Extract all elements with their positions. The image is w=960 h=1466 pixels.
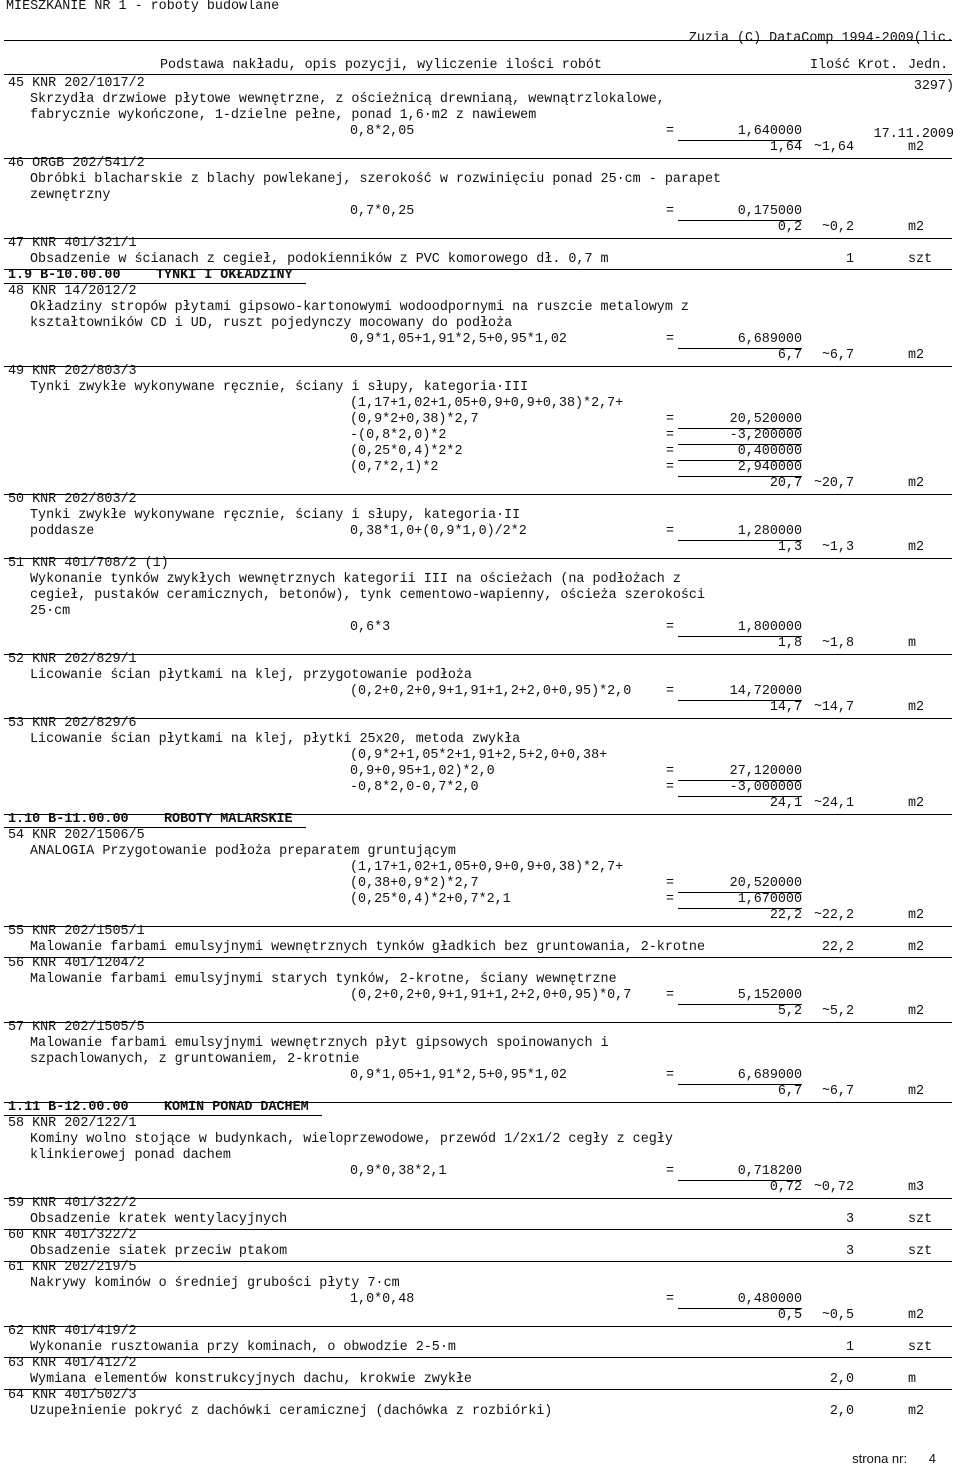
equals-sign: = <box>666 1068 675 1083</box>
item-code: 50 KNR 202/803/2 <box>8 492 137 507</box>
page-number-value: 4 <box>928 1451 936 1466</box>
calculation-formula: 0,9+0,95+1,02)*2,0 <box>350 764 495 779</box>
item-unit: m2 <box>908 140 925 155</box>
item-code: 58 KNR 202/122/1 <box>8 1116 137 1131</box>
software-line-1: Zuzia (C) DataComp 1994-2009(lic. <box>688 31 954 46</box>
item-rounded-quantity: ~24,1 <box>813 796 854 811</box>
item-unit: m2 <box>908 348 925 363</box>
item-code: 48 KNR 14/2012/2 <box>8 284 137 299</box>
item-quantity: 24,1 <box>769 796 802 811</box>
item-quantity: 6,7 <box>777 348 802 363</box>
calculation-value: 27,120000 <box>729 764 802 779</box>
item-divider <box>4 1022 952 1023</box>
calculation-formula: (0,9*2+1,05*2+1,91+2,5+2,0+0,38+ <box>350 748 608 763</box>
calculation-formula: (0,9*2+0,38)*2,7 <box>350 412 479 427</box>
equals-sign: = <box>666 1164 675 1179</box>
item-rounded-quantity: ~6,7 <box>821 1084 854 1099</box>
calculation-formula: (0,38+0,9*2)*2,7 <box>350 876 479 891</box>
item-quantity: 1 <box>845 252 854 267</box>
item-code: 57 KNR 202/1505/5 <box>8 1020 145 1035</box>
item-divider <box>4 158 952 159</box>
item-description: zewnętrzny <box>30 188 111 203</box>
item-description: Wymiana elementów konstrukcyjnych dachu, krokwie zwykłe <box>30 1372 472 1387</box>
item-code: 45 KNR 202/1017/2 <box>8 76 145 91</box>
item-description: Malowanie farbami emulsyjnymi starych tynków, 2-krotne, ściany wewnętrzne <box>30 972 617 987</box>
item-rounded-quantity: ~1,8 <box>821 636 854 651</box>
item-description: Obsadzenie kratek wentylacyjnych <box>30 1212 288 1227</box>
calculation-value: 0,480000 <box>737 1292 802 1307</box>
item-unit: m2 <box>908 796 925 811</box>
calculation-value: 0,718200 <box>737 1164 802 1179</box>
section-title: KOMIN PONAD DACHEM <box>164 1100 309 1115</box>
calculation-value: 14,720000 <box>729 684 802 699</box>
item-divider <box>4 1229 952 1230</box>
item-unit: m2 <box>908 1004 925 1019</box>
item-quantity: 1,64 <box>769 140 802 155</box>
calculation-formula: 0,9*1,05+1,91*2,5+0,95*1,02 <box>350 332 567 347</box>
item-code: 47 KNR 401/321/1 <box>8 236 137 251</box>
item-divider <box>4 814 952 815</box>
item-code: 64 KNR 401/502/3 <box>8 1388 137 1403</box>
item-rounded-quantity: ~6,7 <box>821 348 854 363</box>
item-rounded-quantity: ~1,64 <box>813 140 854 155</box>
item-quantity: 2,0 <box>829 1372 854 1387</box>
item-divider <box>4 1102 952 1103</box>
item-unit: szt <box>908 1244 933 1259</box>
item-code: 46 ORGB 202/541/2 <box>8 156 145 171</box>
calculation-value: 5,152000 <box>737 988 802 1003</box>
item-unit: m2 <box>908 700 925 715</box>
item-divider <box>4 654 952 655</box>
page-number-label: strona nr: <box>852 1451 908 1466</box>
equals-sign: = <box>666 124 675 139</box>
item-quantity: 1,8 <box>777 636 802 651</box>
calculation-formula: -0,8*2,0-0,7*2,0 <box>350 780 479 795</box>
equals-sign: = <box>666 332 675 347</box>
item-code: 53 KNR 202/829/6 <box>8 716 137 731</box>
item-unit: m2 <box>908 540 925 555</box>
item-description: szpachlowanych, z gruntowaniem, 2-krotnie <box>30 1052 360 1067</box>
item-description: Licowanie ścian płytkami na klej, przygotowanie podłoża <box>30 668 472 683</box>
equals-sign: = <box>666 460 675 475</box>
item-description: Nakrywy kominów o średniej grubości płyty 7·cm <box>30 1276 400 1291</box>
equals-sign: = <box>666 764 675 779</box>
calculation-formula: -(0,8*2,0)*2 <box>350 428 447 443</box>
item-quantity: 5,2 <box>777 1004 802 1019</box>
equals-sign: = <box>666 620 675 635</box>
calculation-value: 0,400000 <box>737 444 802 459</box>
equals-sign: = <box>666 444 675 459</box>
calculation-value: 1,670000 <box>737 892 802 907</box>
item-unit: m3 <box>908 1180 925 1195</box>
item-description: Kominy wolno stojące w budynkach, wieloprzewodowe, przewód 1/2x1/2 cegły z cegły <box>30 1132 673 1147</box>
calculation-value: 20,520000 <box>729 876 802 891</box>
item-code: 63 KNR 401/412/2 <box>8 1356 137 1371</box>
calculation-formula: 0,7*0,25 <box>350 204 415 219</box>
item-divider <box>4 1389 952 1390</box>
item-description: Okładziny stropów płytami gipsowo-kartonowymi wodoodpornymi na ruszcie metalowym z <box>30 300 689 315</box>
item-rounded-quantity: ~22,2 <box>813 908 854 923</box>
item-divider <box>4 718 952 719</box>
item-divider <box>4 366 952 367</box>
item-code: 49 KNR 202/803/3 <box>8 364 137 379</box>
calculation-formula: (1,17+1,02+1,05+0,9+0,9+0,38)*2,7+ <box>350 860 624 875</box>
item-divider <box>4 1261 952 1262</box>
equals-sign: = <box>666 1292 675 1307</box>
section-title: TYNKI I OKŁADZINY <box>156 268 293 283</box>
item-code: 60 KNR 401/322/2 <box>8 1228 137 1243</box>
column-quantity: Ilość <box>810 58 851 73</box>
item-code: 52 KNR 202/829/1 <box>8 652 137 667</box>
item-description: Obróbki blacharskie z blachy powlekanej, szerokość w rozwinięciu ponad 25·cm - parapet <box>30 172 722 187</box>
header-divider <box>4 40 952 41</box>
item-description: Malowanie farbami emulsyjnymi wewnętrznych tynków gładkich bez gruntowania, 2-krotne <box>30 940 705 955</box>
item-divider <box>4 494 952 495</box>
item-unit: m2 <box>908 1084 925 1099</box>
equals-sign: = <box>666 780 675 795</box>
item-description: klinkierowej ponad dachem <box>30 1148 231 1163</box>
calculation-value: 1,280000 <box>737 524 802 539</box>
item-unit: m2 <box>908 1404 925 1419</box>
item-divider <box>4 926 952 927</box>
section-code: 1.10 B-11.00.00 <box>8 812 129 827</box>
item-unit: m2 <box>908 1308 925 1323</box>
calculation-value: -3,200000 <box>729 428 802 443</box>
calculation-label: poddasze <box>30 524 95 539</box>
section-code: 1.9 B-10.00.00 <box>8 268 121 283</box>
calculation-value: -3,000000 <box>729 780 802 795</box>
calculation-formula: 0,38*1,0+(0,9*1,0)/2*2 <box>350 524 527 539</box>
item-rounded-quantity: ~0,5 <box>821 1308 854 1323</box>
equals-sign: = <box>666 684 675 699</box>
item-description: Malowanie farbami emulsyjnymi wewnętrznych płyt gipsowych spoinowanych i <box>30 1036 609 1051</box>
equals-sign: = <box>666 524 675 539</box>
item-code: 56 KNR 401/1204/2 <box>8 956 145 971</box>
item-quantity: 0,5 <box>777 1308 802 1323</box>
item-quantity: 22,2 <box>821 940 854 955</box>
item-unit: m2 <box>908 220 925 235</box>
item-description: Obsadzenie siatek przeciw ptakom <box>30 1244 288 1259</box>
item-description: Tynki zwykłe wykonywane ręcznie, ściany i słupy, kategoria·II <box>30 508 521 523</box>
equals-sign: = <box>666 988 675 1003</box>
calculation-formula: 0,8*2,05 <box>350 124 415 139</box>
item-divider <box>4 1198 952 1199</box>
column-multiplier: Krot. <box>858 58 899 73</box>
item-divider <box>4 1357 952 1358</box>
equals-sign: = <box>666 204 675 219</box>
item-unit: m <box>908 1372 917 1387</box>
item-rounded-quantity: ~20,7 <box>813 476 854 491</box>
item-quantity: 0,2 <box>777 220 802 235</box>
section-title: ROBOTY MALARSKIE <box>164 812 293 827</box>
calculation-value: 20,520000 <box>729 412 802 427</box>
calculation-value: 1,800000 <box>737 620 802 635</box>
item-quantity: 20,7 <box>769 476 802 491</box>
item-quantity: 6,7 <box>777 1084 802 1099</box>
calculation-formula: (0,2+0,2+0,9+1,91+1,2+2,0+0,95)*0,7 <box>350 988 632 1003</box>
item-description: Wykonanie tynków zwykłych wewnętrznych kategorii III na ościeżach (na podłożach z <box>30 572 681 587</box>
calculation-value: 6,689000 <box>737 1068 802 1083</box>
calculation-formula: 0,9*1,05+1,91*2,5+0,95*1,02 <box>350 1068 567 1083</box>
section-code: 1.11 B-12.00.00 <box>8 1100 129 1115</box>
item-description: Skrzydła drzwiowe płytowe wewnętrzne, z ościeżnicą drewnianą, wewnątrzlokalowe, <box>30 92 665 107</box>
item-description: fabrycznie wykończone, 1-dzielne pełne, ponad 1,6·m2 z nawiewem <box>30 108 537 123</box>
item-code: 55 KNR 202/1505/1 <box>8 924 145 939</box>
item-rounded-quantity: ~14,7 <box>813 700 854 715</box>
calculation-formula: (0,7*2,1)*2 <box>350 460 439 475</box>
item-quantity: 0,72 <box>769 1180 802 1195</box>
item-rounded-quantity: ~5,2 <box>821 1004 854 1019</box>
page-number <box>852 1451 936 1466</box>
item-code: 62 KNR 401/419/2 <box>8 1324 137 1339</box>
item-divider <box>4 269 952 270</box>
item-description: Tynki zwykłe wykonywane ręcznie, ściany i słupy, kategoria·III <box>30 380 529 395</box>
item-divider <box>4 1326 952 1327</box>
column-divider <box>4 74 952 75</box>
calculation-formula: 1,0*0,48 <box>350 1292 415 1307</box>
equals-sign: = <box>666 412 675 427</box>
calculation-formula: 0,6*3 <box>350 620 391 635</box>
item-quantity: 1,3 <box>777 540 802 555</box>
calculation-value: 0,175000 <box>737 204 802 219</box>
item-unit: m2 <box>908 940 925 955</box>
calculation-value: 2,940000 <box>737 460 802 475</box>
item-description: 25·cm <box>30 604 71 619</box>
item-unit: m2 <box>908 908 925 923</box>
calculation-value: 1,640000 <box>737 124 802 139</box>
item-rounded-quantity: ~1,3 <box>821 540 854 555</box>
item-unit: szt <box>908 252 933 267</box>
equals-sign: = <box>666 428 675 443</box>
item-quantity: 14,7 <box>769 700 802 715</box>
calculation-formula: (0,2+0,2+0,9+1,91+1,2+2,0+0,95)*2,0 <box>350 684 632 699</box>
item-code: 51 KNR 401/708/2 (1) <box>8 556 169 571</box>
column-description: Podstawa nakładu, opis pozycji, wyliczenie ilości robót <box>160 58 602 73</box>
print-date: 17.11.2009 <box>873 127 954 142</box>
calculation-formula: 0,9*0,38*2,1 <box>350 1164 447 1179</box>
item-divider <box>4 238 952 239</box>
equals-sign: = <box>666 892 675 907</box>
item-unit: m2 <box>908 476 925 491</box>
item-description: kształtowników CD i UD, ruszt pojedynczy mocowany do podłoża <box>30 316 513 331</box>
item-quantity: 2,0 <box>829 1404 854 1419</box>
item-unit: szt <box>908 1212 933 1227</box>
item-quantity: 3 <box>845 1244 854 1259</box>
item-rounded-quantity: ~0,72 <box>813 1180 854 1195</box>
item-quantity: 1 <box>845 1340 854 1355</box>
document-title: MIESZKANIE NR 1 - roboty budowlane <box>6 0 280 14</box>
item-rounded-quantity: ~0,2 <box>821 220 854 235</box>
item-quantity: 3 <box>845 1212 854 1227</box>
item-code: 59 KNR 401/322/2 <box>8 1196 137 1211</box>
item-description: Obsadzenie w ścianach z cegieł, podokienników z PVC komorowego dł. 0,7 m <box>30 252 609 267</box>
item-unit: m <box>908 636 917 651</box>
column-unit: Jedn. <box>908 58 949 73</box>
item-description: ANALOGIA Przygotowanie podłoża preparatem gruntującym <box>30 844 456 859</box>
item-description: Uzupełnienie pokryć z dachówki ceramicznej (dachówka z rozbiórki) <box>30 1404 553 1419</box>
equals-sign: = <box>666 876 675 891</box>
item-quantity: 22,2 <box>769 908 802 923</box>
item-description: cegieł, pustaków ceramicznych, betonów), tynk cementowo-wapienny, ościeża szerokości <box>30 588 705 603</box>
calculation-formula: (0,25*0,4)*2*2 <box>350 444 463 459</box>
software-line-2: 3297) <box>913 79 954 94</box>
item-unit: szt <box>908 1340 933 1355</box>
calculation-formula: (1,17+1,02+1,05+0,9+0,9+0,38)*2,7+ <box>350 396 624 411</box>
calculation-value: 6,689000 <box>737 332 802 347</box>
item-divider <box>4 957 952 958</box>
item-code: 61 KNR 202/219/5 <box>8 1260 137 1275</box>
item-description: Wykonanie rusztowania przy kominach, o obwodzie 2-5·m <box>30 1340 456 1355</box>
item-code: 54 KNR 202/1506/5 <box>8 828 145 843</box>
item-description: Licowanie ścian płytkami na klej, płytki 25x20, metoda zwykła <box>30 732 521 747</box>
calculation-formula: (0,25*0,4)*2+0,7*2,1 <box>350 892 511 907</box>
